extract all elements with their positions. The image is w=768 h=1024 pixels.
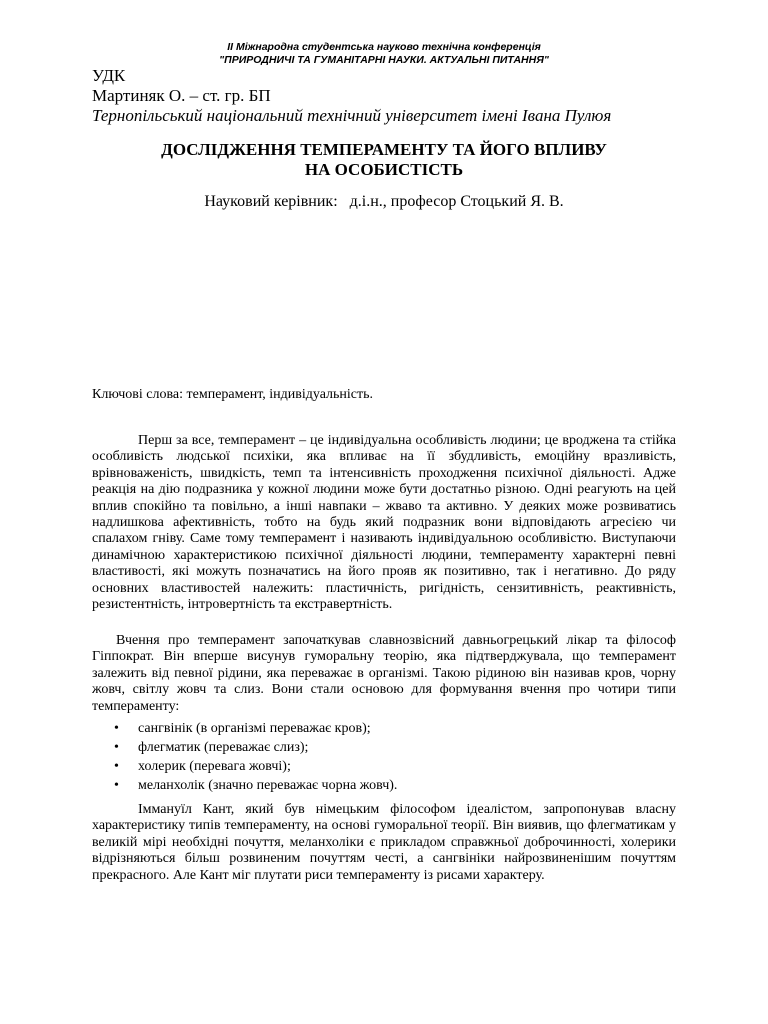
conference-theme: "ПРИРОДНИЧІ ТА ГУМАНІТАРНІ НАУКИ. АКТУАЛЬНІ ПИТАННЯ" (219, 54, 549, 66)
list-item (92, 776, 676, 795)
body-paragraph-2 (92, 633, 676, 715)
bullet-icon: • (114, 721, 119, 736)
temperament-list (92, 719, 676, 795)
list-item (92, 719, 676, 738)
body-paragraph-1 (92, 433, 676, 613)
bullet-icon: • (114, 740, 119, 755)
author-line: Мартиняк О. – ст. гр. БП (92, 86, 271, 105)
body-paragraph-3 (92, 802, 676, 884)
paragraph-text: Іммануїл Кант, який був німецьким філософом ідеалістом, запропонував власну характеристику типів темпераменту, на основі гуморальної теорії. Він виявив, що флегматикам у великій мірі необхідні почуття, меланхоліки є прикладом справжньої доброчинності, холерики відрізняються більш розвиненим почуттям честі, а сангвініки найрозвиненішим почуттям прекрасного. Але Кант міг плутати риси темпераменту із рисами характеру. (92, 802, 676, 883)
list-item-text: холерик (перевага жовчі); (138, 759, 291, 774)
paragraph-text: Перш за все, темперамент – це індивідуальна особливість людини; це вроджена та стійка особливість людської психіки, яка впливає на її збудливість, емоційну вразливість, врівноваженість, швидкість, темп та інтенсивність проходження психічної діяльності. Адже реакція на дію подразника у кожної людини може бути достатньо різною. Одні реагують на цей вплив спокійно та повільно, а інші навпаки – жваво та активно. У деяких може розвиватись надлишкова афективність, тобто на будь який подразник вони відповідають агресією чи спалахом гніву. Саме тому темперамент і називають індивідуальною особливістю. Виступаючи динамічною характеристикою психічної діяльності людини, темпераменту характерні певні властивості, які можуть позначатись на його прояв як позитивно, так і негативно. До ряду основних властивостей належить: пластичність, ригідність, сензитивність, реактивність, резистентність, інтровертність та екстравертність. (92, 433, 676, 613)
conference-header (0, 41, 768, 67)
bullet-icon: • (114, 759, 119, 774)
udk-label: УДК (92, 66, 126, 85)
list-item-text: флегматик (переважає слиз); (138, 740, 309, 755)
paper-title-line-1: ДОСЛІДЖЕННЯ ТЕМПЕРАМЕНТУ ТА ЙОГО ВПЛИВУ (161, 140, 607, 159)
scientific-advisor: Науковий керівник: д.і.н., професор Стоцький Я. В. (204, 193, 564, 210)
keywords: Ключові слова: темперамент, індивідуальність. (92, 387, 374, 402)
list-item (92, 757, 676, 776)
paragraph-text: Вчення про темперамент започаткував славнозвісний давньогрецький лікар та філософ Гіппократ. Він вперше висунув гуморальну теорію, яка підтверджувала, що темперамент залежить від певної рідини, яка переважає в організмі. Такою рідиною він називав кров, чорну жовч, світлу жовч та слиз. Вони стали основою для формування вчення про чотири типи темпераменту: (92, 633, 676, 714)
bullet-icon: • (114, 778, 119, 793)
list-item (92, 738, 676, 757)
list-item-text: сангвінік (в організмі переважає кров); (138, 721, 371, 736)
conference-title: ІІ Міжнародна студентська науково технічна конференція (227, 41, 541, 53)
paper-title (92, 140, 676, 180)
list-item-text: меланхолік (значно переважає чорна жовч). (138, 778, 398, 793)
paper-title-line-2: НА ОСОБИСТІСТЬ (304, 160, 464, 179)
university-name: Тернопільський національний технічний університет імені Івана Пулюя (92, 106, 612, 125)
